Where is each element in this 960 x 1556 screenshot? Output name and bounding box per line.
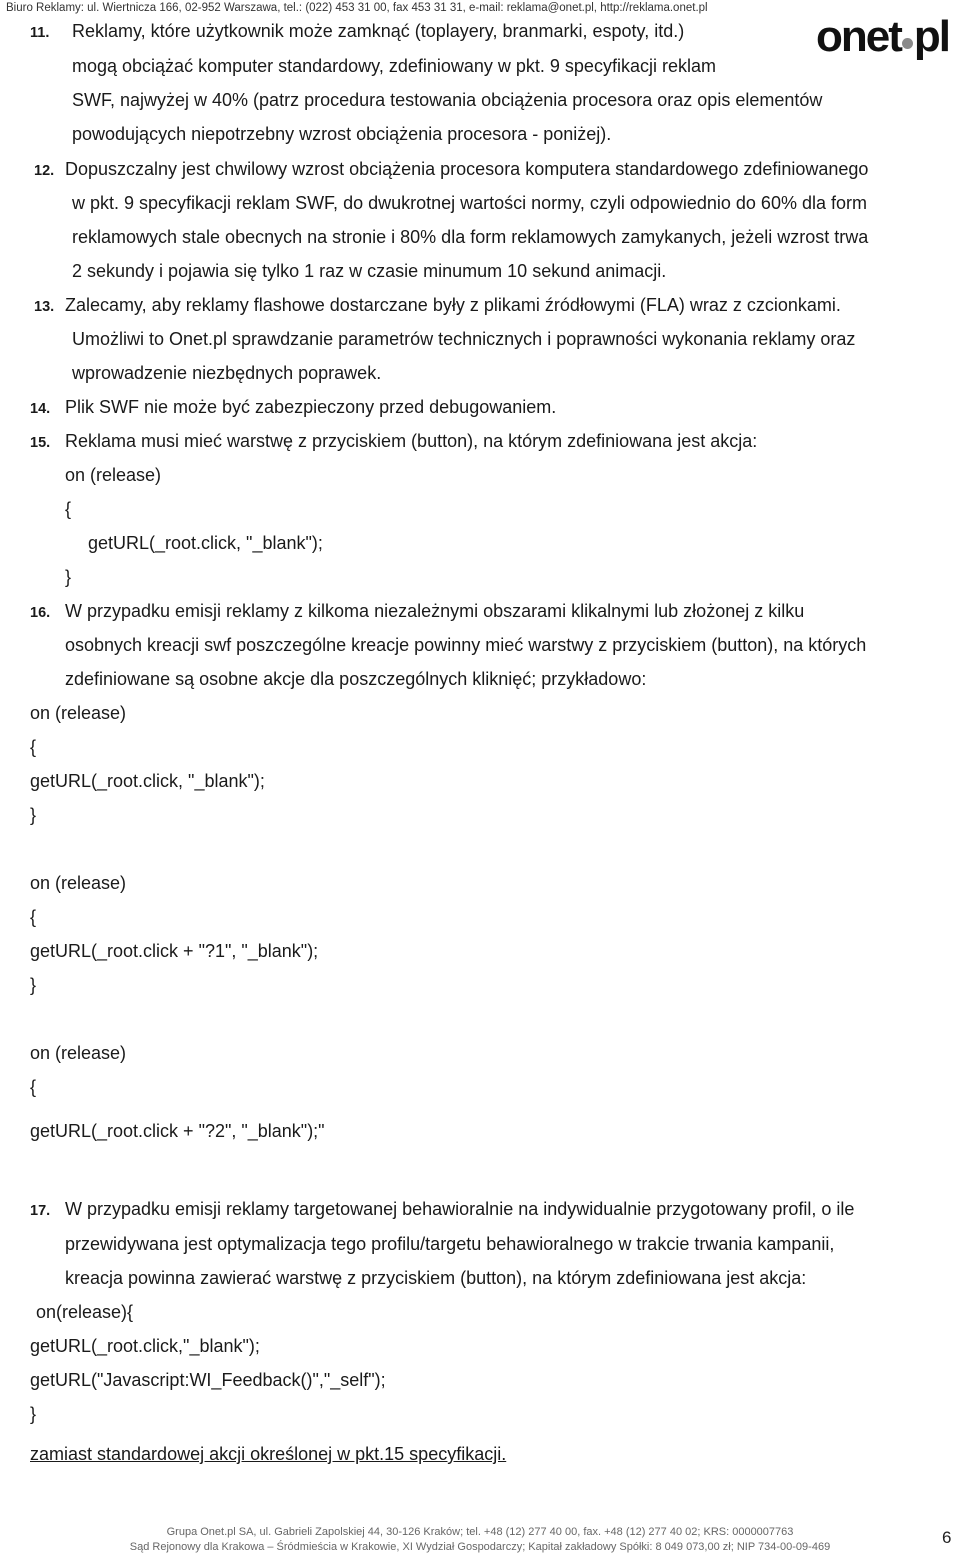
item-11-line-1: Reklamy, które użytkownik może zamknąć (toplayery, branmarki, espoty, itd.) (72, 21, 685, 41)
item-17-code-4: } (30, 1404, 37, 1424)
onet-logo: onet pl (816, 12, 949, 61)
item-14-line-1: Plik SWF nie może być zabezpieczony przed debugowaniem. (65, 397, 557, 417)
item-15-line-1: Reklama musi mieć warstwę z przyciskiem (button), na którym zdefiniowana jest akcja: (65, 431, 758, 451)
item-number-15: 15. (30, 435, 51, 451)
item-13-line-1: Zalecamy, aby reklamy flashowe dostarczane były z plikami źródłowymi (FLA) wraz z czcionkami. (65, 295, 841, 315)
item-11-line-3: SWF, najwyżej w 40% (patrz procedura testowania obciążenia procesora oraz opis elementów (72, 90, 823, 110)
item-number-11: 11. (30, 25, 50, 41)
item-15-code-2: { (65, 499, 72, 519)
item-12-line-3: reklamowych stale obecnych na stronie i 80% dla form reklamowych zamykanych, jeżeli wzrost trwa (72, 227, 869, 247)
item-16-code-6: { (30, 907, 37, 927)
item-16-code-2: { (30, 737, 37, 757)
item-17-line-3: kreacja powinna zawierać warstwę z przyciskiem (button), na którym zdefiniowana jest akcja: (65, 1268, 807, 1288)
header-contact-line: Biuro Reklamy: ul. Wiertnicza 166, 02-952 Warszawa, tel.: (022) 453 31 00, fax 453 31 31, e-mail: reklama@onet.pl, http://reklama.onet.pl (6, 2, 708, 14)
item-11-line-4: powodujących niepotrzebny wzrost obciążenia procesora - poniżej). (72, 124, 612, 144)
item-13-line-3: wprowadzenie niezbędnych poprawek. (72, 363, 382, 383)
item-16-code-7: getURL(_root.click + "?1", "_blank"); (30, 941, 319, 961)
item-12-line-4: 2 sekundy i pojawia się tylko 1 raz w czasie minumum 10 sekund animacji. (72, 261, 667, 281)
item-number-16: 16. (30, 605, 51, 621)
item-15-code-3: getURL(_root.click, "_blank"); (88, 533, 323, 553)
logo-dot-icon (902, 38, 913, 49)
item-16-line-1: W przypadku emisji reklamy z kilkoma niezależnymi obszarami klikalnymi lub złożonej z kilku (65, 601, 805, 621)
item-16-code-5: on (release) (30, 873, 127, 893)
item-number-14: 14. (30, 401, 51, 417)
item-17-code-2: getURL(_root.click,"_blank"); (30, 1336, 260, 1356)
item-16-line-3: zdefiniowane są osobne akcje dla poszczególnych kliknięć; przykładowo: (65, 669, 647, 689)
item-16-code-1: on (release) (30, 703, 127, 723)
item-15-code-1: on (release) (65, 465, 162, 485)
item-17-closing-line: zamiast standardowej akcji określonej w pkt.15 specyfikacji. (30, 1444, 507, 1464)
page-number: 6 (942, 1528, 952, 1547)
item-16-code-3: getURL(_root.click, "_blank"); (30, 771, 265, 791)
item-16-code-4: } (30, 805, 37, 825)
item-16-code-10: { (30, 1077, 37, 1097)
item-17-code-1: on(release){ (36, 1302, 134, 1322)
item-16-code-11: getURL(_root.click + "?2", "_blank");" (30, 1121, 325, 1141)
item-16-code-8: } (30, 975, 37, 995)
item-12-line-1: Dopuszczalny jest chwilowy wzrost obciążenia procesora komputera standardowego zdefiniowanego (65, 159, 869, 179)
item-number-12: 12. (34, 163, 55, 179)
item-11-line-2: mogą obciążać komputer standardowy, zdefiniowany w pkt. 9 specyfikacji reklam (72, 56, 716, 76)
footer-line-1: Grupa Onet.pl SA, ul. Gabrieli Zapolskiej 44, 30-126 Kraków; tel. +48 (12) 277 40 00, fax. +48 (12) 277 40 02; KRS: 0000007763 (166, 1526, 794, 1538)
item-13-line-2: Umożliwi to Onet.pl sprawdzanie parametrów technicznych i poprawności wykonania reklamy oraz (72, 329, 856, 349)
item-number-17: 17. (30, 1203, 51, 1219)
item-15-code-4: } (65, 567, 72, 587)
item-17-line-1: W przypadku emisji reklamy targetowanej behawioralnie na indywidualnie przygotowany profil, o ile (65, 1199, 855, 1219)
item-17-code-3: getURL("Javascript:WI_Feedback()","_self"); (30, 1370, 386, 1390)
item-number-13: 13. (34, 299, 55, 315)
footer-line-2: Sąd Rejonowy dla Krakowa – Śródmieścia w Krakowie, XI Wydział Gospodarczy; Kapitał zakładowy Spółki: 8 049 073,00 zł; NIP 734-00-09-469 (129, 1541, 831, 1553)
item-16-code-9: on (release) (30, 1043, 127, 1063)
item-17-line-2: przewidywana jest optymalizacja tego profilu/targetu behawioralnego w trakcie trwania kampanii, (65, 1234, 835, 1254)
item-12-line-2: w pkt. 9 specyfikacji reklam SWF, do dwukrotnej wartości normy, czyli odpowiednio do 60% dla form (72, 193, 867, 213)
item-16-line-2: osobnych kreacji swf poszczególne kreacje powinny mieć warstwy z przyciskiem (button), na których (65, 635, 867, 655)
